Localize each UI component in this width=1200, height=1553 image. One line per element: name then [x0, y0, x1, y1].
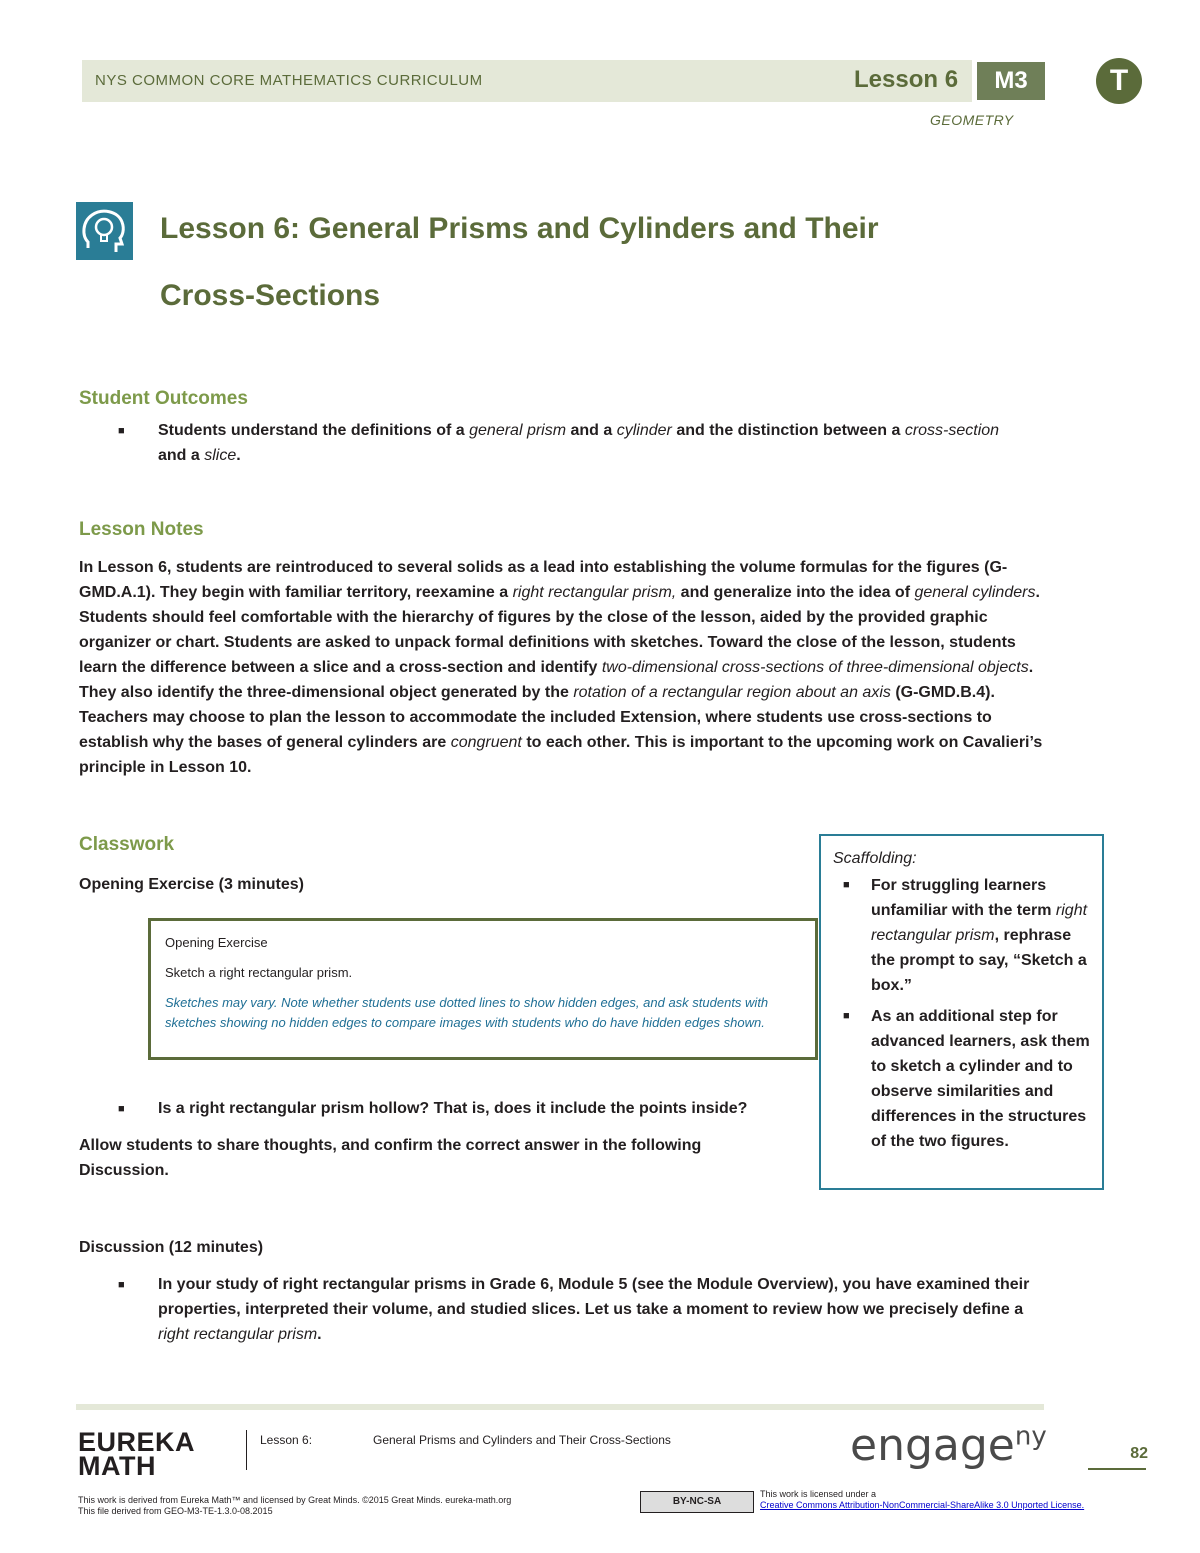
curriculum-name: NYS COMMON CORE MATHEMATICS CURRICULUM [95, 72, 483, 89]
header-lesson: Lesson 6 [854, 66, 959, 93]
engageny-logo: engage$^{ny}$ [850, 1420, 1047, 1471]
subject-label: GEOMETRY [930, 112, 1014, 128]
discussion-heading: Discussion (12 minutes) [79, 1239, 264, 1256]
license-link[interactable]: Creative Commons Attribution-NonCommercial-ShareAlike 3.0 Unported License. [760, 1500, 1085, 1510]
footer-divider [246, 1430, 247, 1470]
scaffolding-item-1: For struggling learners unfamiliar with the term right rectangular prism, rephrase the prompt to say, “Sketch a box.” [871, 877, 1088, 994]
bullet-icon: ■ [118, 1103, 125, 1115]
derived-notice: This work is derived from Eureka Math™ and licensed by Great Minds. ©2015 Great Minds. eureka-math.org This file derived from GEO-M3-TE-1.3.0-08.2015 [78, 1495, 512, 1516]
bullet-icon: ■ [843, 879, 850, 891]
lesson-notes-heading: Lesson Notes [79, 519, 204, 540]
footer-lesson-title: General Prisms and Cylinders and Their Cross-Sections [373, 1433, 671, 1447]
lesson-title-line2: Cross-Sections [160, 279, 381, 312]
scaffolding-title: Scaffolding: [833, 850, 917, 867]
student-outcome-text: Students understand the definitions of a general prism and a cylinder and the distinction between a cross-section and a slice. [158, 422, 1000, 464]
opening-box-answer: Sketches may vary. Note whether students use dotted lines to show hidden edges, and ask students with sketches showing no hidden edges to compare images with students who do have hidden edges shown. [165, 995, 769, 1030]
page-number: 82 [1130, 1445, 1148, 1462]
lightbulb-head-icon [76, 202, 133, 260]
lesson-title-line1: Lesson 6: General Prisms and Cylinders and Their [160, 212, 879, 245]
footer-lesson: Lesson 6: [260, 1433, 313, 1447]
page-number-underline [1088, 1468, 1146, 1470]
opening-exercise-title: Opening Exercise (3 minutes) [79, 876, 304, 893]
cc-license-badge: BY-NC-SA [640, 1491, 754, 1513]
module-badge: M3 [977, 62, 1045, 100]
lesson-notes-paragraph: In Lesson 6, students are reintroduced to several solids as a lead into establishing the volume formulas for the figures (G-GMD.A.1). They begin with familiar territory, reexamine a right rectangular prism, and generalize into the idea of general cylinders. Students should feel comfortable with the hierarchy of figures by the close of the lesson, aided by the provided graphic organizer or chart. Students are asked to unpack formal definitions with sketches. Toward the close of the lesson, students learn the difference between a slice and a cross-section and identify two-dimensional cross-sections of three-dimensional objects. They also identify the three-dimensional object generated by the rotation of a rectangular region about an axis (G-GMD.B.4). Teachers may choose to plan the lesson to accommodate the included Extension, where students use cross-sections to establish why the bases of general cylinders are congruent to each other. This is important to the upcoming work on Cavalieri’s principle in Lesson 10. [79, 559, 1043, 776]
student-outcomes-heading: Student Outcomes [79, 388, 248, 409]
bullet-icon: ■ [118, 1279, 125, 1291]
eureka-math-logo: EUREKA MATH [78, 1427, 196, 1481]
bullet-icon: ■ [843, 1010, 850, 1022]
teacher-badge: T [1096, 58, 1142, 104]
hollow-question: Is a right rectangular prism hollow? That is, does it include the points inside? [158, 1100, 748, 1117]
follow-up-text: Allow students to share thoughts, and confirm the correct answer in the following Discussion. [79, 1137, 702, 1179]
license-notice: This work is licensed under a Creative Commons Attribution-NonCommercial-ShareAlike 3.0 Unported License. [760, 1489, 1085, 1510]
discussion-text: In your study of right rectangular prisms in Grade 6, Module 5 (see the Module Overview), you have examined their properties, interpreted their volume, and studied slices. Let us take a moment to review how we precisely define a right rectangular prism. [158, 1276, 1030, 1343]
opening-box-label: Opening Exercise [165, 935, 268, 950]
classwork-heading: Classwork [79, 834, 175, 855]
opening-box-prompt: Sketch a right rectangular prism. [165, 965, 353, 980]
bullet-icon: ■ [118, 425, 125, 437]
opening-exercise-box [148, 918, 818, 1060]
footer-bar [76, 1404, 1044, 1410]
scaffolding-item-2: As an additional step for advanced learners, ask them to sketch a cylinder and to observe similarities and differences in the structures of the two figures. [871, 1008, 1090, 1150]
scaffolding-box [819, 834, 1104, 1190]
